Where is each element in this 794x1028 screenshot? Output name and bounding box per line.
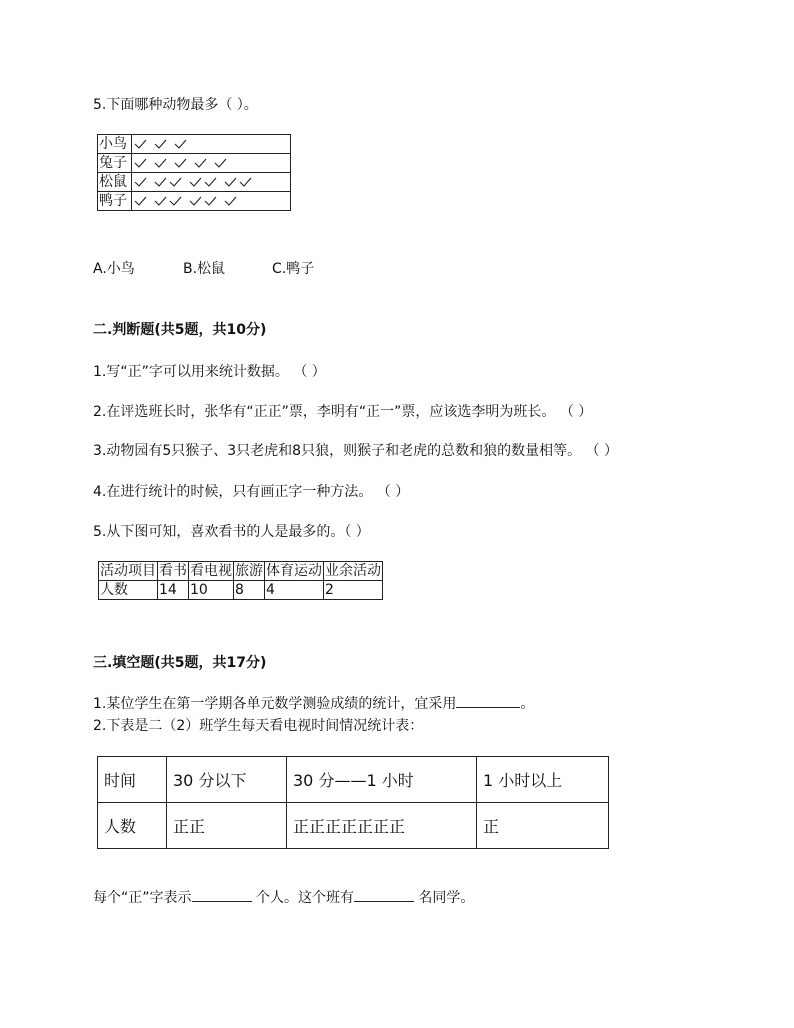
animal-name: 兔子 (98, 154, 132, 173)
tv-header-cell: 时间 (98, 757, 167, 803)
fill-item-2-part3: 名同学。 (418, 890, 475, 906)
activity-value-cell: 10 (189, 581, 234, 600)
fill-item-1 (93, 693, 534, 713)
check-mark-icon (224, 177, 237, 187)
fill-item-2-answer (93, 887, 474, 907)
activity-value-cell: 14 (158, 581, 189, 600)
tv-value-cell: 正 (477, 803, 609, 849)
animal-checks (132, 192, 291, 211)
activity-header-cell: 看电视 (190, 563, 232, 579)
option-b[interactable]: B.松鼠 (183, 261, 226, 277)
check-mark-icon (214, 158, 227, 168)
activity-table (98, 561, 383, 600)
option-c[interactable]: C.鸭子 (272, 261, 315, 277)
check-mark-icon (239, 177, 252, 187)
activity-header-row (99, 562, 383, 581)
section-3-title: 三.填空题(共5题，共17分) (93, 655, 267, 671)
answer-blank[interactable] (354, 887, 414, 902)
check-mark-icon (134, 177, 147, 187)
activity-value-cell: 人数 (99, 581, 158, 600)
tv-value-cell: 正正 (167, 803, 287, 849)
question-5-text: 5.下面哪种动物最多（ ）。 (93, 97, 258, 113)
activity-header-cell: 业余活动 (325, 563, 381, 579)
tv-header-cell: 1 小时以上 (477, 757, 609, 803)
check-mark-icon (189, 177, 202, 187)
fill-item-2: 2.下表是二（2）班学生每天看电视时间情况统计表： (93, 718, 424, 734)
check-mark-icon (154, 158, 167, 168)
animal-row (98, 154, 291, 173)
activity-value-cell: 4 (265, 581, 324, 600)
activity-header-cell: 旅游 (235, 563, 263, 579)
check-mark-icon (134, 139, 147, 149)
check-mark-icon (134, 158, 147, 168)
animal-checks (132, 154, 291, 173)
tv-header-cell: 30 分——1 小时 (287, 757, 477, 803)
judge-item-3: 3.动物园有5只猴子、3只老虎和8只狼，则猴子和老虎的总数和狼的数量相等。 （ ） (93, 443, 618, 459)
tv-value-row (98, 803, 609, 849)
animal-name: 松鼠 (98, 173, 132, 192)
activity-header-cell: 体育运动 (266, 563, 322, 579)
activity-value-cell: 8 (234, 581, 265, 600)
answer-blank[interactable] (192, 887, 252, 902)
activity-header-cell: 活动项目 (100, 563, 156, 579)
animal-row (98, 192, 291, 211)
judge-item-5: 5.从下图可知，喜欢看书的人是最多的。（ ） (93, 524, 370, 540)
check-mark-icon (169, 177, 182, 187)
check-mark-icon (204, 177, 217, 187)
check-mark-icon (154, 177, 167, 187)
judge-item-1: 1.写“正”字可以用来统计数据。 （ ） (93, 364, 326, 380)
check-mark-icon (189, 196, 202, 206)
fill-item-1-end: 。 (520, 696, 535, 712)
check-mark-icon (224, 196, 237, 206)
animal-name: 鸭子 (98, 192, 132, 211)
animal-checks (132, 173, 291, 192)
check-mark-icon (169, 196, 182, 206)
tv-time-table (97, 756, 609, 849)
option-a[interactable]: A.小鸟 (93, 261, 135, 277)
activity-value-row (99, 581, 383, 600)
animal-name: 小鸟 (98, 135, 132, 154)
check-mark-icon (174, 139, 187, 149)
tv-header-row (98, 757, 609, 803)
tv-value-cell: 人数 (98, 803, 167, 849)
answer-blank[interactable] (456, 693, 520, 708)
animal-checks (132, 135, 291, 154)
judge-item-2: 2.在评选班长时，张华有“正正”票，李明有“正一”票，应该选李明为班长。 （ ） (93, 404, 593, 420)
fill-item-1-text: 1.某位学生在第一学期各单元数学测验成绩的统计，宜采用 (93, 696, 457, 712)
activity-value-cell: 2 (324, 581, 383, 600)
check-mark-icon (134, 196, 147, 206)
animal-row (98, 173, 291, 192)
tv-header-cell: 30 分以下 (167, 757, 287, 803)
activity-header-cell: 看书 (159, 563, 187, 579)
animal-check-table (97, 134, 291, 211)
fill-item-2-part1: 每个“正”字表示 (93, 890, 192, 906)
check-mark-icon (204, 196, 217, 206)
fill-item-2-part2: 个人。这个班有 (255, 890, 354, 906)
check-mark-icon (194, 158, 207, 168)
check-mark-icon (154, 139, 167, 149)
check-mark-icon (174, 158, 187, 168)
tv-value-cell: 正正正正正正正 (287, 803, 477, 849)
check-mark-icon (154, 196, 167, 206)
animal-row (98, 135, 291, 154)
section-2-title: 二.判断题(共5题，共10分) (93, 322, 267, 338)
judge-item-4: 4.在进行统计的时候，只有画正字一种方法。 （ ） (93, 484, 410, 500)
